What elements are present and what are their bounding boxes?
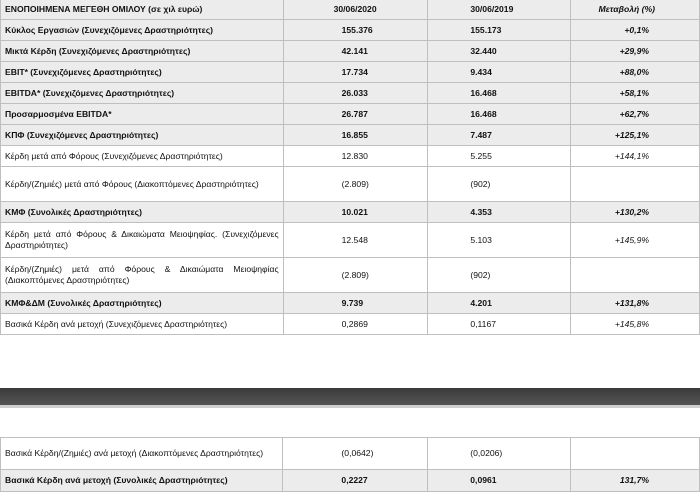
row-value-2020: 16.855 (283, 125, 428, 146)
row-value-2020: 0,2869 (283, 314, 428, 335)
header-2019: 30/06/2019 (428, 0, 571, 20)
table-row (1, 83, 700, 104)
financial-results-table-continued (0, 437, 700, 492)
header-label: ΕΝΟΠΟΙΗΜΕΝΑ ΜΕΓΕΘΗ ΟΜΙΛΟΥ (σε χιλ ευρώ) (1, 0, 284, 20)
header-change: Μεταβολή (%) (571, 0, 700, 20)
row-label: Μικτά Κέρδη (Συνεχιζόμενες Δραστηριότητες) (1, 41, 284, 62)
table-row (1, 314, 700, 335)
row-value-2020: 26.033 (283, 83, 428, 104)
row-value-2019: (0,0206) (428, 438, 571, 470)
row-label: EBIT* (Συνεχιζόμενες Δραστηριότητες) (1, 62, 284, 83)
row-value-2020: 17.734 (283, 62, 428, 83)
table-row (1, 223, 700, 258)
table-row (1, 62, 700, 83)
row-value-2019: 16.468 (428, 104, 571, 125)
table-row (1, 293, 700, 314)
row-value-2020: (2.809) (283, 167, 428, 202)
row-label: Κύκλος Εργασιών (Συνεχιζόμενες Δραστηριότητες) (1, 20, 284, 41)
row-value-2019: 4.201 (428, 293, 571, 314)
table-row (1, 258, 700, 293)
row-change: +125,1% (571, 125, 700, 146)
row-value-2020: (2.809) (283, 258, 428, 293)
row-change (571, 167, 700, 202)
row-value-2019: 5.255 (428, 146, 571, 167)
row-value-2020: 0,2227 (283, 470, 428, 492)
row-value-2020: 42.141 (283, 41, 428, 62)
table-row (1, 167, 700, 202)
row-change: +62,7% (571, 104, 700, 125)
row-label: Κέρδη μετά από Φόρους & Δικαιώματα Μειοψηφίας. (Συνεχιζόμενες Δραστηριότητες) (1, 223, 284, 258)
row-value-2020: 12.548 (283, 223, 428, 258)
table-row (1, 202, 700, 223)
row-value-2019: 4.353 (428, 202, 571, 223)
row-value-2020: 12.830 (283, 146, 428, 167)
table-row (1, 438, 700, 470)
row-value-2019: 7.487 (428, 125, 571, 146)
table-row (1, 470, 700, 492)
row-change: +144,1% (571, 146, 700, 167)
row-value-2019: 5.103 (428, 223, 571, 258)
table-row (1, 20, 700, 41)
table-header-row (1, 0, 700, 20)
row-label: ΚΠΦ (Συνεχιζόμενες Δραστηριότητες) (1, 125, 284, 146)
row-value-2020: 155.376 (283, 20, 428, 41)
row-value-2019: 9.434 (428, 62, 571, 83)
row-value-2019: 0,0961 (428, 470, 571, 492)
row-label: ΚΜΦ&ΔΜ (Συνολικές Δραστηριότητες) (1, 293, 284, 314)
row-label: Κέρδη/(Ζημιές) μετά από Φόρους & Δικαιώματα Μειοψηφίας (Διακοπτόμενες Δραστηριότητες) (1, 258, 284, 293)
row-label: EBITDA* (Συνεχιζόμενες Δραστηριότητες) (1, 83, 284, 104)
row-label: Βασικά Κέρδη ανά μετοχή (Συνεχιζόμενες Δραστηριότητες) (1, 314, 284, 335)
row-change: +29,9% (571, 41, 700, 62)
row-label: Βασικά Κέρδη/(Ζημιές) ανά μετοχή (Διακοπτόμενες Δραστηριότητες) (1, 438, 283, 470)
row-change (571, 438, 700, 470)
row-value-2020: 10.021 (283, 202, 428, 223)
row-change: 131,7% (571, 470, 700, 492)
row-change: +0,1% (571, 20, 700, 41)
row-change: +58,1% (571, 83, 700, 104)
table-row (1, 41, 700, 62)
row-label: Προσαρμοσμένα EBITDA* (1, 104, 284, 125)
row-value-2019: 155.173 (428, 20, 571, 41)
table-row (1, 104, 700, 125)
row-label: Κέρδη μετά από Φόρους (Συνεχιζόμενες Δραστηριότητες) (1, 146, 284, 167)
row-value-2020: 26.787 (283, 104, 428, 125)
row-change: +130,2% (571, 202, 700, 223)
table-row (1, 125, 700, 146)
row-value-2019: 16.468 (428, 83, 571, 104)
row-value-2019: 32.440 (428, 41, 571, 62)
table-row (1, 146, 700, 167)
row-change: +131,8% (571, 293, 700, 314)
row-value-2019: 0,1167 (428, 314, 571, 335)
row-value-2020: (0,0642) (283, 438, 428, 470)
row-value-2019: (902) (428, 167, 571, 202)
row-label: Βασικά Κέρδη ανά μετοχή (Συνολικές Δραστηριότητες) (1, 470, 283, 492)
row-value-2019: (902) (428, 258, 571, 293)
row-change (571, 258, 700, 293)
page-separator (0, 388, 700, 405)
row-value-2020: 9.739 (283, 293, 428, 314)
row-change: +145,8% (571, 314, 700, 335)
row-change: +145,9% (571, 223, 700, 258)
header-2020: 30/06/2020 (283, 0, 428, 20)
row-label: ΚΜΦ (Συνολικές Δραστηριότητες) (1, 202, 284, 223)
row-change: +88,0% (571, 62, 700, 83)
separator-shadow (0, 405, 700, 408)
row-label: Κέρδη/(Ζημιές) μετά από Φόρους (Διακοπτόμενες Δραστηριότητες) (1, 167, 284, 202)
